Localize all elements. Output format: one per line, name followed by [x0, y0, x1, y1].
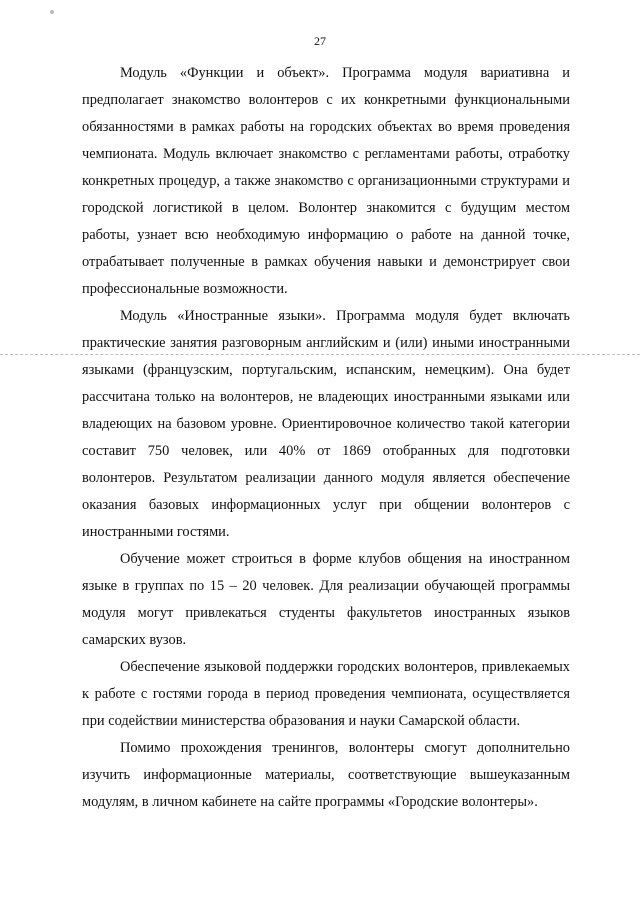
paragraph-language-clubs: Обучение может строиться в форме клубов общения на иностранном языке в группах по 15 – 20 человек. Для реализации обучающей программы модуля могут привлекаться студенты факультетов иностранных языков самарских вузов. [82, 551, 570, 648]
page-number: 27 [314, 34, 326, 48]
scan-artifact-dot [50, 10, 54, 14]
paragraph-functions-module: Модуль «Функции и объект». Программа модуля вариативна и предполагает знакомство волонтеров с их конкретными функциональными обязанностями в рамках работы на городских объектах во время проведения чемпионата. Модуль включает знакомство с регламентами работы, отработку конкретных процедур, а также знакомство с организационными структурами и городской логистикой в целом. Волонтер знакомится с будущим местом работы, узнает всю необходимую информацию о работе на данной точке, отрабатывает полученные в рамках обучения навыки и демонстрирует свои профессиональные возможности. [82, 65, 570, 297]
document-body [82, 60, 570, 816]
paragraph-additional-materials: Помимо прохождения тренингов, волонтеры смогут дополнительно изучить информационные материалы, соответствующие вышеуказанным модулям, в личном кабинете на сайте программы «Городские волонтеры». [82, 740, 570, 810]
paragraph-languages-module: Модуль «Иностранные языки». Программа модуля будет включать практические занятия разговорным английским и (или) иными иностранными языками (французским, португальским, испанским, немецким). Она будет рассчитана только на волонтеров, не владеющих иностранными языками или владеющих на базовом уровне. Ориентировочное количество такой категории составит 750 человек, или 40% от 1869 отобранных для подготовки волонтеров. Результатом реализации данного модуля является обеспечение оказания базовых информационных услуг при общении волонтеров с иностранными гостями. [82, 308, 570, 540]
paragraph-language-support: Обеспечение языковой поддержки городских волонтеров, привлекаемых к работе с гостями города в период проведения чемпионата, осуществляется при содействии министерства образования и науки Самарской области. [82, 659, 570, 729]
